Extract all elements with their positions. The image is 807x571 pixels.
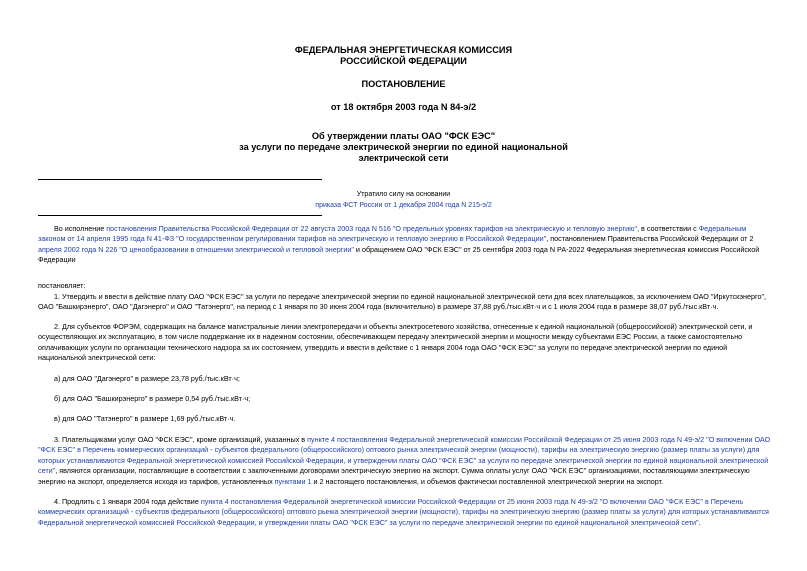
document-title-line3: электрической сети [358, 153, 449, 163]
item-3: 3. Плательщиками услуг ОАО "ФСК ЕЭС", кроме организаций, указанных в пункте 4 постановления Федеральной энергетической комиссии Российской Федерации от 25 июня 2003 года N 49-э/2 "О включении ОАО "ФСК ЕЭС" в Перечень коммерческих организаций - субъектов федерального (общероссийского) оптового рынка электрической энергии (мощности), тарифы на электрическую энергию (размер платы за услуги) для которых устанавливаются Федеральной энергетической комиссией Российской Федерации, и утверждении платы ОАО "ФСК ЕЭС" за услуги по передаче электрической энергии по единой национальной электрической сети", являются организации, поставляющие в соответствии с заключенными договорами электрическую энергию на экспорт. Сумма оплаты услуг ОАО "ФСК ЕЭС" организациями, поставляющими электрическую энергию на экспорт, определяется исходя из тарифов, установленных пунктами 1 и 2 настоящего постановления, и объемов фактически поставленной электрической энергии на экспорт. [38, 435, 771, 486]
item-4: 4. Продлить с 1 января 2004 года действие пункта 4 постановления Федеральной энергетической комиссии Российской Федерации от 25 июня 2003 года N 49-э/2 "О включении ОАО "ФСК ЕЭС" в Перечень коммерческих организаций - субъектов федерального (общероссийского) оптового рынка электрической энергии (мощности), тарифы на электрическую энергию (размер платы за услуги) для которых устанавливаются Федеральной энергетической комиссией Российской Федерации, и утверждении платы ОАО "ФСК ЕЭС" за услуги по передаче электрической энергии по единой национальной электрической сети". [38, 497, 769, 527]
intro-paragraph: Во исполнение постановления Правительства Российской Федерации от 22 августа 2003 года N 516 "О предельных уровнях тарифов на электрическую и тепловую энергию", в соответствии с Федеральным законом от 14 апреля 1995 года N 41-ФЗ "О государственном регулировании тарифов на электрическую и тепловую энергию в Российской Федерации", постановлением Правительства Российской Федерации от 2 апреля 2002 года N 226 "О ценообразовании в отношении электрической и тепловой энергии" и обращением ОАО "ФСК ЕЭС" от 25 сентября 2003 года N РА-2022 Федеральная энергетическая комиссия Российской Федерации [38, 224, 760, 265]
divider-bottom [38, 215, 322, 216]
federal-law-41fz-link[interactable]: законом от 14 апреля 1995 года N 41-ФЗ "О государственном регулировании тарифов на электрическую и тепловую энергию в Российской Федерации" [38, 234, 547, 244]
subitem-b: б) для ОАО "Башкирэнерго" в размере 0,54 руб./тыс.кВт·ч; [54, 394, 251, 403]
item-1: 1. Утвердить и ввести в действие плату ОАО "ФСК ЕЭС" за услуги по передаче электрической энергии по единой национальной электрической сети для всех плательщиков, за исключением ОАО "Иркутскэнерго", ОАО "Башкирэнерго", ОАО "Дагэнерго" и ОАО "Татэнерго", на период с 1 января по 30 июня 2004 года (включительно) в размере 37,88 руб./тыс.кВт·ч и с 1 июля 2004 года в размере 38,07 руб./тыс.кВт·ч. [38, 292, 767, 312]
item-1-link[interactable]: пунктами 1 [274, 476, 312, 486]
org-name-line2: РОССИЙСКОЙ ФЕДЕРАЦИИ [340, 56, 467, 66]
divider-top [38, 179, 322, 180]
federal-law-link[interactable]: Федеральным [698, 224, 747, 233]
subitem-a: а) для ОАО "Дагэнерго" в размере 23,78 руб./тыс.кВт·ч; [54, 374, 240, 383]
gov-resolution-516-link[interactable]: Правительства Российской Федерации от 22 августа 2003 года N 516 "О предельных уровнях тарифов на электрическую и тепловую энергию" [158, 224, 638, 233]
fek-resolution-49-p4-link[interactable]: пункта 4 постановления Федеральной энергетической комиссии Российской Федерации от 25 июня 2003 года N 49-э/2 "О включении ОАО "ФСК ЕЭС" в Перечень [200, 497, 744, 506]
resolves-heading: постановляет: [38, 281, 86, 290]
repeal-note: Утратило силу на основании [356, 191, 451, 198]
document-title-line2: за услуги по передаче электрической энергии по единой национальной [239, 142, 568, 152]
document-date: от 18 октября 2003 года N 84-э/2 [330, 102, 477, 112]
gov-resolution-226-link[interactable]: апреля 2002 года N 226 "О ценообразовании в отношении электрической и тепловой энергии" [38, 244, 354, 254]
document-title-line1: Об утверждении платы ОАО "ФСК ЕЭС" [311, 131, 496, 141]
document-type: ПОСТАНОВЛЕНИЕ [361, 79, 446, 89]
subitem-c: в) для ОАО "Татэнерго" в размере 1,69 руб./тыс.кВт·ч. [54, 414, 236, 423]
repeal-order-link[interactable]: приказа ФСТ России от 1 декабря 2004 года N 215-э/2 [315, 202, 492, 209]
item-2: 2. Для субъектов ФОРЭМ, содержащих на балансе магистральные линии электропередачи и объекты электросетевого хозяйства, отнесенные к единой национальной (общероссийской) электрической сети, и осуществляющих их эксплуатацию, в том числе поддержание их в надежном состоянии, обеспечивающем передачу электрической энергии и мощности между субъектами ЕЭС России, а также самостоятельно оплачивающих услуги по организации технического надзора за их состоянием, утвердить и ввести в действие с 1 января 2004 года ОАО "ФСК ЕЭС" за услуги по передаче электрической энергии по единой национальной электрической сети: [38, 322, 753, 363]
intro-text: Во исполнение [54, 224, 107, 233]
fek-resolution-49-link[interactable]: пункте 4 постановления Федеральной энергетической комиссии Российской Федерации от 25 июня 2003 года N 49-э/2 "О включении ОАО [307, 435, 771, 444]
org-name-line1: ФЕДЕРАЛЬНАЯ ЭНЕРГЕТИЧЕСКАЯ КОМИССИЯ [294, 45, 513, 55]
gov-resolution-link[interactable]: постановления [106, 224, 157, 233]
